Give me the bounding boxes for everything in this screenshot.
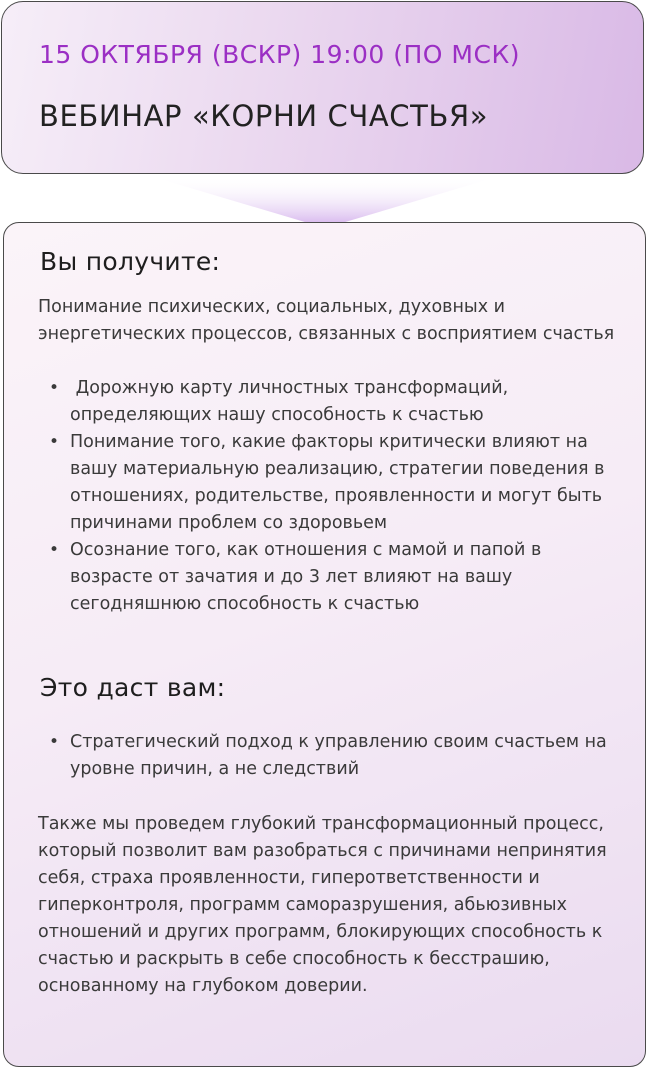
- result-list: [38, 729, 618, 783]
- list-item: [38, 429, 618, 537]
- webinar-title: ВЕБИНАР «КОРНИ СЧАСТЬЯ»: [39, 99, 489, 133]
- closing-paragraph: Также мы проведем глубокий трансформационный процесс, который позволит вам разобраться с причинами непринятия себя, страха проявленности, гиперответственности и гиперконтроля, программ саморазрушения, абьюзивных отношений и других программ, блокирующих способность к счастью и раскрыть в себе способность к бесстрашию, основанному на глубоком доверии.: [38, 814, 607, 996]
- connector-triangle: [150, 176, 500, 228]
- webinar-date: 15 ОКТЯБРЯ (ВСКР) 19:00 (ПО МСК): [39, 40, 520, 69]
- webinar-details-card: [3, 222, 646, 1067]
- bullet-icon: •: [49, 732, 60, 752]
- bullet-icon: •: [49, 378, 60, 398]
- bullet-icon: •: [49, 432, 60, 452]
- list-item: [38, 729, 618, 783]
- benefits-intro: Понимание психических, социальных, духовных и энергетических процессов, связанных с восприятием счастья: [38, 297, 615, 344]
- list-item: [38, 537, 618, 618]
- list-item-text: Дорожную карту личностных трансформаций, определяющих нашу способность к счастью: [70, 378, 514, 425]
- benefits-list: [38, 375, 618, 618]
- webinar-header-card: [1, 1, 644, 174]
- list-item-text: Стратегический подход к управлению своим счастьем на уровне причин, а не следствий: [70, 732, 607, 779]
- list-item: [38, 375, 618, 429]
- result-heading: Это даст вам:: [40, 673, 226, 702]
- bullet-icon: •: [49, 540, 60, 560]
- benefits-heading: Вы получите:: [40, 247, 221, 276]
- list-item-text: Понимание того, какие факторы критически влияют на вашу материальную реализацию, стратегии поведения в отношениях, родительстве, проявленности и могут быть причинами проблем со здоровьем: [70, 432, 605, 533]
- list-item-text: Осознание того, как отношения с мамой и папой в возрасте от зачатия и до 3 лет влияют на вашу сегодняшнюю способность к счастью: [70, 540, 542, 614]
